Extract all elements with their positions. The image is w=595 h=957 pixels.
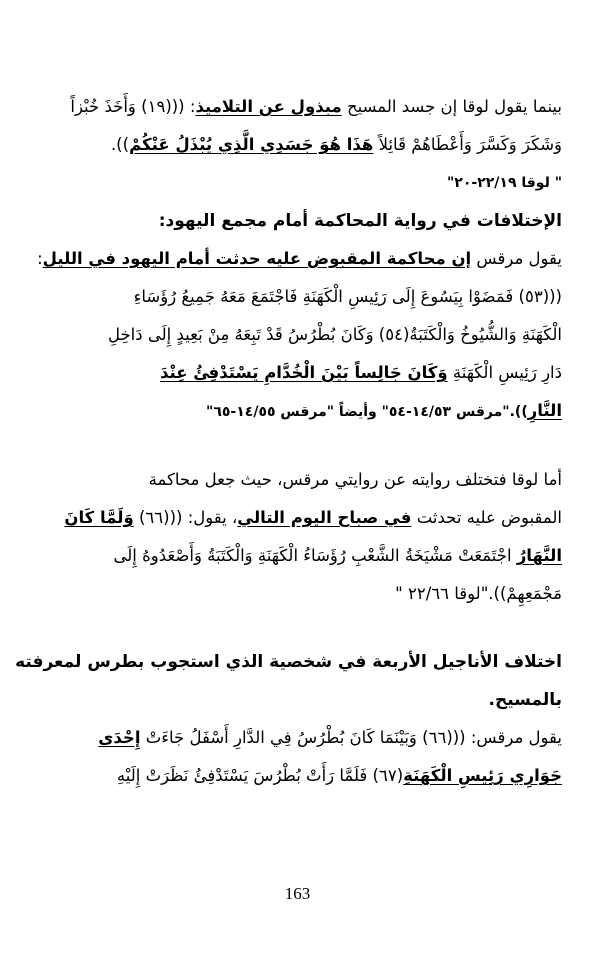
text-span: )).	[110, 135, 130, 154]
underlined-phrase: وَكَانَ جَالِساً بَيْنَ الْخُدَّامِ يَسْتَدْفِئُ عِنْدَ	[159, 363, 448, 382]
text-span: : (((١٩) وَأَخَذَ خُبْزاً	[70, 97, 196, 116]
text-span: يقول مرقس: (((٦٦) وَبَيْنَمَا كَانَ بُطْرُسُ فِي الدَّارِ أَسْفَلُ جَاءَتْ	[140, 728, 562, 747]
underlined-phrase: مبذول عن التلاميذ	[195, 97, 342, 116]
underlined-phrase: النَّهَارُ	[516, 546, 562, 565]
text-span: ، يقول: (((٦٦)	[133, 508, 238, 527]
text-line	[46, 757, 562, 795]
spacer	[46, 431, 562, 461]
reference-citation: " لوقا ٢٢/١٩-٢٠"	[447, 175, 562, 191]
underlined-phrase: النَّارِ	[527, 401, 562, 420]
text-span: يقول مرقس	[471, 249, 562, 268]
text-line	[46, 719, 562, 757]
page-body	[15, 88, 562, 795]
spacer	[46, 613, 562, 643]
text-line	[46, 499, 562, 537]
text-span: بينما يقول لوقا إن جسد المسيح	[341, 97, 562, 116]
text-line	[46, 392, 562, 431]
text-line	[46, 354, 562, 392]
text-span: المقبوض عليه تحدثت	[411, 508, 562, 527]
text-span: وَشَكَرَ وَكَسَّرَ وَأَعْطَاهُمْ قَائِلاً	[373, 135, 562, 154]
text-line	[37, 240, 562, 278]
section-heading: اختلاف الأناجيل الأربعة في شخصية الذي استجوب بطرس لمعرفته	[15, 652, 562, 672]
text-span: :	[37, 249, 43, 268]
text-line: الْكَهَنَةِ وَالشُّيُوخُ وَالْكَتَبَةُ(٥٤) وَكَانَ بُطْرُسُ قَدْ تَبِعَهُ مِنْ بَعِيدٍ إِلَى دَاخِلِ	[107, 325, 562, 344]
section-heading: الإختلافات في رواية المحاكمة أمام مجمع اليهود:	[158, 211, 562, 231]
text-line	[46, 88, 562, 126]
underlined-phrase: في صباح اليوم التالي	[237, 508, 412, 527]
text-span: اجْتَمَعَتْ مَشْيَخَةُ الشَّعْبِ رُؤَسَاءُ الْكَهَنَةِ وَالْكَتَبَةُ وَأَصْعَدُوهُ إِلَى	[113, 546, 517, 565]
underlined-phrase: وَلَمَّا كَانَ	[64, 508, 134, 527]
text-span: (٦٧) فَلَمَّا رَأَتْ بُطْرُسَ يَسْتَدْفِئُ نَظَرَتْ إِلَيْهِ	[116, 766, 404, 785]
text-line: أما لوقا فتختلف روايته عن روايتي مرقس، حيث جعل محاكمة	[148, 470, 562, 489]
text-line: (((٥٣) فَمَضَوْا بِيَسُوعَ إِلَى رَئِيسِ الْكَهَنَةِ فَاجْتَمَعَ مَعَهُ جَمِيعُ رُؤَسَاءِ	[133, 287, 562, 306]
text-line	[46, 537, 562, 575]
text-span: دَارِ رَئِيسِ الْكَهَنَةِ	[447, 363, 562, 382]
text-line: مَجْمَعِهِمْ))."لوقا ٢٢/٦٦ "	[395, 584, 562, 603]
underlined-phrase: إِحْدَى	[98, 728, 141, 747]
underlined-phrase: جَوَارِي رَئِيسِ الْكَهَنَةِ	[403, 766, 562, 785]
underlined-phrase: إن محاكمة المقبوض عليه حدثت أمام اليهود في الليل	[42, 249, 472, 268]
underlined-phrase: هَذَا هُوَ جَسَدِي الَّذِي يُبْذَلُ عَنْكُمْ	[129, 135, 374, 154]
reference-citation: ))."مرقس ١٤/٥٣-٥٤" وأيضاً "مرقس ١٤/٥٥-٦٥"	[206, 404, 528, 420]
page-number: 163	[284, 884, 311, 903]
text-line	[46, 126, 562, 164]
section-heading: بالمسيح.	[488, 690, 562, 710]
